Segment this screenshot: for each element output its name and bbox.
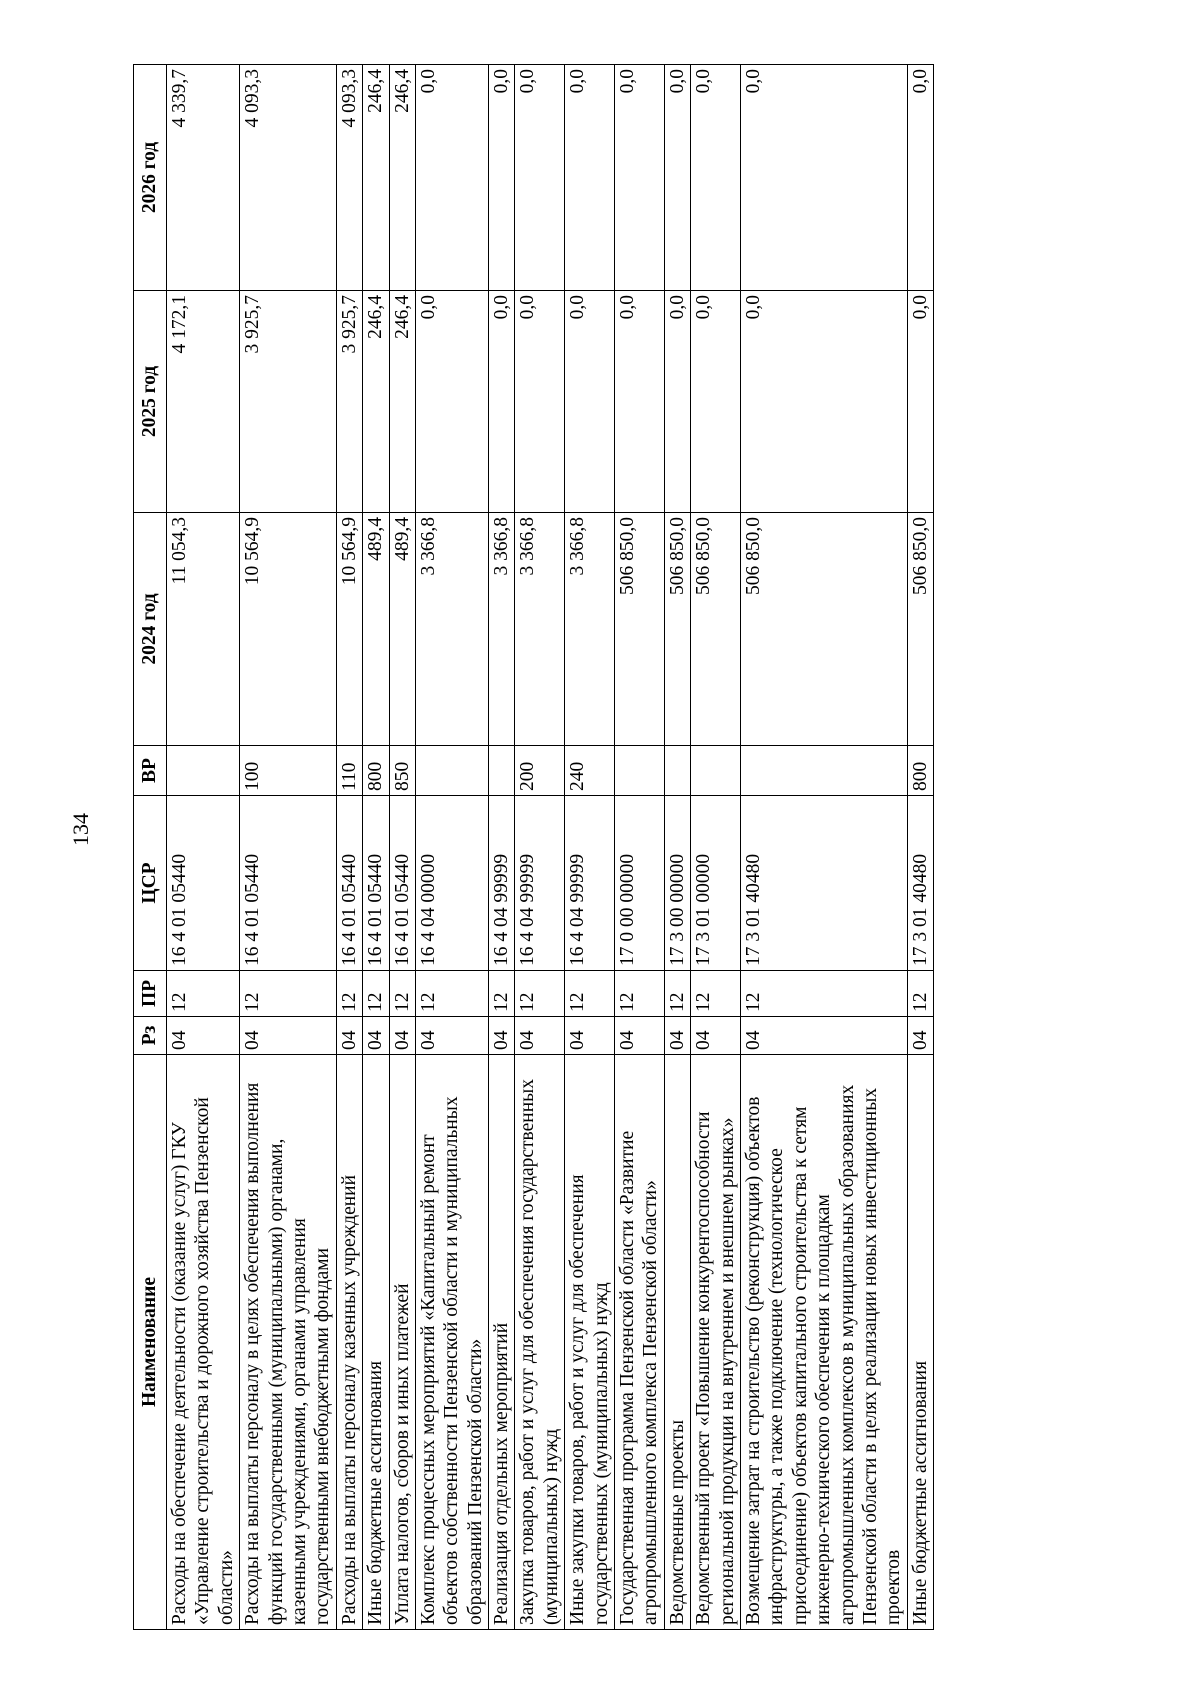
cell-2026: 0,0 bbox=[565, 65, 615, 291]
cell-pr: 12 bbox=[740, 971, 907, 1017]
table-row bbox=[615, 65, 665, 1630]
header-name: Наименование bbox=[134, 1055, 167, 1630]
cell-pr: 12 bbox=[389, 971, 415, 1017]
cell-rz: 04 bbox=[565, 1017, 615, 1055]
header-rz: Рз bbox=[134, 1017, 167, 1055]
cell-2024: 506 850,0 bbox=[615, 513, 665, 746]
table-row bbox=[240, 65, 337, 1630]
table-row bbox=[691, 65, 741, 1630]
cell-pr: 12 bbox=[167, 971, 240, 1017]
cell-vr bbox=[740, 746, 907, 796]
cell-vr bbox=[489, 746, 515, 796]
cell-2025: 0,0 bbox=[489, 291, 515, 513]
cell-pr: 12 bbox=[615, 971, 665, 1017]
cell-2026: 4 093,3 bbox=[336, 65, 362, 291]
cell-2024: 3 366,8 bbox=[489, 513, 515, 746]
cell-2025: 0,0 bbox=[907, 291, 933, 513]
cell-vr: 800 bbox=[907, 746, 933, 796]
cell-2025: 0,0 bbox=[565, 291, 615, 513]
cell-2025: 0,0 bbox=[615, 291, 665, 513]
cell-name: Ведомственный проект «Повышение конкурентоспособности региональной продукции на внутреннем и внешнем рынках» bbox=[691, 1055, 741, 1630]
cell-pr: 12 bbox=[565, 971, 615, 1017]
cell-2025: 246,4 bbox=[363, 291, 389, 513]
cell-name: Расходы на выплаты персоналу в целях обеспечения выполнения функций государственными (муниципальными) органами, казенными учреждениями, органами управления государственными внебюджетными фондами bbox=[240, 1055, 337, 1630]
cell-csr: 16 4 01 05440 bbox=[167, 796, 240, 971]
cell-vr: 850 bbox=[389, 746, 415, 796]
cell-2025: 0,0 bbox=[415, 291, 488, 513]
cell-2024: 489,4 bbox=[363, 513, 389, 746]
cell-vr bbox=[615, 746, 665, 796]
cell-vr bbox=[691, 746, 741, 796]
cell-2026: 246,4 bbox=[389, 65, 415, 291]
cell-pr: 12 bbox=[664, 971, 690, 1017]
cell-2024: 3 366,8 bbox=[565, 513, 615, 746]
cell-rz: 04 bbox=[336, 1017, 362, 1055]
header-csr: ЦСР bbox=[134, 796, 167, 971]
cell-2026: 4 093,3 bbox=[240, 65, 337, 291]
cell-rz: 04 bbox=[664, 1017, 690, 1055]
table-row bbox=[907, 65, 933, 1630]
cell-vr bbox=[664, 746, 690, 796]
cell-rz: 04 bbox=[389, 1017, 415, 1055]
header-2026: 2026 год bbox=[134, 65, 167, 291]
cell-2025: 0,0 bbox=[515, 291, 565, 513]
cell-pr: 12 bbox=[240, 971, 337, 1017]
cell-vr: 240 bbox=[565, 746, 615, 796]
table-row bbox=[389, 65, 415, 1630]
cell-rz: 04 bbox=[489, 1017, 515, 1055]
table-row bbox=[515, 65, 565, 1630]
cell-csr: 17 3 00 00000 bbox=[664, 796, 690, 971]
cell-csr: 16 4 01 05440 bbox=[363, 796, 389, 971]
cell-csr: 17 3 01 40480 bbox=[740, 796, 907, 971]
cell-2025: 246,4 bbox=[389, 291, 415, 513]
cell-vr: 800 bbox=[363, 746, 389, 796]
cell-csr: 16 4 04 99999 bbox=[489, 796, 515, 971]
cell-csr: 16 4 04 99999 bbox=[515, 796, 565, 971]
cell-vr bbox=[415, 746, 488, 796]
cell-rz: 04 bbox=[740, 1017, 907, 1055]
cell-rz: 04 bbox=[615, 1017, 665, 1055]
rotated-table-wrapper bbox=[133, 65, 1053, 1630]
cell-vr: 110 bbox=[336, 746, 362, 796]
cell-2024: 10 564,9 bbox=[336, 513, 362, 746]
cell-pr: 12 bbox=[363, 971, 389, 1017]
cell-2024: 11 054,3 bbox=[167, 513, 240, 746]
cell-rz: 04 bbox=[907, 1017, 933, 1055]
table-row bbox=[740, 65, 907, 1630]
budget-table bbox=[133, 64, 934, 1630]
cell-rz: 04 bbox=[363, 1017, 389, 1055]
cell-csr: 17 0 00 00000 bbox=[615, 796, 665, 971]
cell-2024: 506 850,0 bbox=[907, 513, 933, 746]
table-row bbox=[363, 65, 389, 1630]
cell-2025: 0,0 bbox=[691, 291, 741, 513]
table-row bbox=[415, 65, 488, 1630]
cell-name: Расходы на обеспечение деятельности (оказание услуг) ГКУ «Управление строительства и дорожного хозяйства Пензенской области» bbox=[167, 1055, 240, 1630]
cell-2025: 0,0 bbox=[740, 291, 907, 513]
cell-name: Иные бюджетные ассигнования bbox=[363, 1055, 389, 1630]
cell-name: Закупка товаров, работ и услуг для обеспечения государственных (муниципальных) нужд bbox=[515, 1055, 565, 1630]
cell-2025: 4 172,1 bbox=[167, 291, 240, 513]
cell-2026: 0,0 bbox=[740, 65, 907, 291]
cell-name: Комплекс процессных мероприятий «Капитальный ремонт объектов собственности Пензенской области и муниципальных образований Пензенской области» bbox=[415, 1055, 488, 1630]
table-row bbox=[565, 65, 615, 1630]
header-vr: ВР bbox=[134, 746, 167, 796]
cell-pr: 12 bbox=[489, 971, 515, 1017]
cell-vr bbox=[167, 746, 240, 796]
table-row bbox=[664, 65, 690, 1630]
cell-csr: 17 3 01 00000 bbox=[691, 796, 741, 971]
cell-name: Уплата налогов, сборов и иных платежей bbox=[389, 1055, 415, 1630]
cell-vr: 100 bbox=[240, 746, 337, 796]
cell-rz: 04 bbox=[240, 1017, 337, 1055]
cell-name: Реализация отдельных мероприятий bbox=[489, 1055, 515, 1630]
cell-vr: 200 bbox=[515, 746, 565, 796]
cell-2026: 0,0 bbox=[907, 65, 933, 291]
cell-2026: 0,0 bbox=[664, 65, 690, 291]
cell-pr: 12 bbox=[415, 971, 488, 1017]
page-number: 134 bbox=[68, 813, 93, 846]
cell-csr: 16 4 01 05440 bbox=[240, 796, 337, 971]
cell-2024: 3 366,8 bbox=[515, 513, 565, 746]
cell-2025: 0,0 bbox=[664, 291, 690, 513]
cell-2026: 246,4 bbox=[363, 65, 389, 291]
cell-name: Иные бюджетные ассигнования bbox=[907, 1055, 933, 1630]
cell-2026: 0,0 bbox=[489, 65, 515, 291]
table-row bbox=[167, 65, 240, 1630]
cell-rz: 04 bbox=[691, 1017, 741, 1055]
cell-2025: 3 925,7 bbox=[240, 291, 337, 513]
cell-2024: 506 850,0 bbox=[664, 513, 690, 746]
cell-csr: 16 4 01 05440 bbox=[389, 796, 415, 971]
cell-2026: 4 339,7 bbox=[167, 65, 240, 291]
cell-2024: 506 850,0 bbox=[691, 513, 741, 746]
table-row bbox=[489, 65, 515, 1630]
cell-2024: 10 564,9 bbox=[240, 513, 337, 746]
table-body bbox=[167, 65, 934, 1630]
cell-2024: 489,4 bbox=[389, 513, 415, 746]
cell-pr: 12 bbox=[336, 971, 362, 1017]
cell-name: Ведомственные проекты bbox=[664, 1055, 690, 1630]
cell-pr: 12 bbox=[907, 971, 933, 1017]
cell-name: Возмещение затрат на строительство (реконструкция) объектов инфраструктуры, а также подключение (технологическое присоединение) объектов капитального строительства к сетям инженерно-технического обеспечения к площадкам агропромышленных комплексов в муниципальных образованиях Пензенской области в целях реализации новых инвестиционных проектов bbox=[740, 1055, 907, 1630]
table-header-row bbox=[134, 65, 167, 1630]
cell-name: Иные закупки товаров, работ и услуг для обеспечения государственных (муниципальных) нужд bbox=[565, 1055, 615, 1630]
header-pr: ПР bbox=[134, 971, 167, 1017]
cell-rz: 04 bbox=[167, 1017, 240, 1055]
header-2025: 2025 год bbox=[134, 291, 167, 513]
cell-2026: 0,0 bbox=[615, 65, 665, 291]
cell-2026: 0,0 bbox=[691, 65, 741, 291]
cell-name: Государственная программа Пензенской области «Развитие агропромышленного комплекса Пензенской области» bbox=[615, 1055, 665, 1630]
cell-2024: 3 366,8 bbox=[415, 513, 488, 746]
cell-2025: 3 925,7 bbox=[336, 291, 362, 513]
table-row bbox=[336, 65, 362, 1630]
cell-2026: 0,0 bbox=[515, 65, 565, 291]
cell-csr: 16 4 01 05440 bbox=[336, 796, 362, 971]
cell-csr: 16 4 04 00000 bbox=[415, 796, 488, 971]
cell-pr: 12 bbox=[515, 971, 565, 1017]
header-2024: 2024 год bbox=[134, 513, 167, 746]
cell-csr: 16 4 04 99999 bbox=[565, 796, 615, 971]
cell-pr: 12 bbox=[691, 971, 741, 1017]
cell-rz: 04 bbox=[415, 1017, 488, 1055]
cell-rz: 04 bbox=[515, 1017, 565, 1055]
cell-name: Расходы на выплаты персоналу казенных учреждений bbox=[336, 1055, 362, 1630]
cell-csr: 17 3 01 40480 bbox=[907, 796, 933, 971]
cell-2024: 506 850,0 bbox=[740, 513, 907, 746]
cell-2026: 0,0 bbox=[415, 65, 488, 291]
